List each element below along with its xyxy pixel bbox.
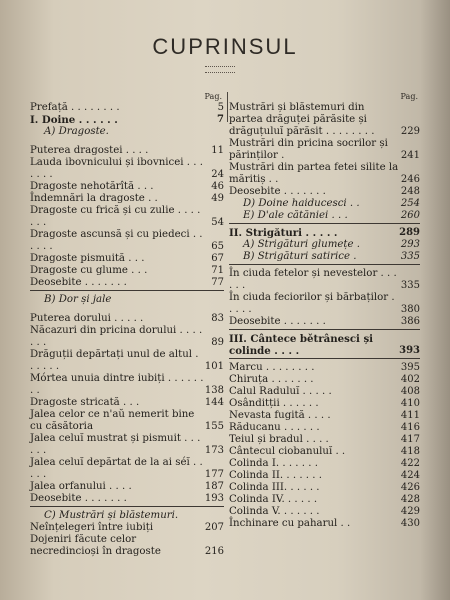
toc-entry-page: 424 [400,470,420,481]
toc-entry-title: D) Doine haiducesci . . [243,198,360,209]
toc-entry [30,409,224,433]
toc-entry-page: 408 [400,386,420,397]
toc-entry-title: Prefață . . . . . . . . [30,102,120,113]
toc-entry [30,294,224,306]
toc-entry-page: 248 [400,186,420,197]
page-column-label: Pag. [400,92,418,101]
toc-entry-page: 83 [211,313,224,324]
toc-entry-page: 430 [400,518,420,529]
toc-entry-title: Chiruța . . . . . . . [229,374,314,385]
toc-entry-page: 49 [211,193,224,204]
toc-entry-title: B) Strigături satirice . [243,251,357,262]
toc-entry-title: Mórtea unuia dintre iubiți . . . . . . . . [30,373,204,396]
toc-entry-title: Jalea celuĭ mustrat și pismuit . . . . . . [30,433,201,456]
toc-entry [229,410,420,422]
toc-entry [229,458,420,470]
toc-entry-title: Jalea celor ce n'aŭ nemerit bine cu căsătoria [30,409,195,432]
toc-entry-page: 246 [400,174,420,185]
toc-entry-page: 410 [400,398,420,409]
toc-entry-title: Deosebite . . . . . . . [229,316,326,327]
toc-entry [30,253,224,265]
toc-entry [30,265,224,277]
toc-entry-page: 101 [204,361,224,372]
toc-entry-page: 5 [217,102,224,113]
toc-entry-title: Jalea orfanului . . . . [30,481,132,492]
section-divider [229,264,420,265]
toc-entry-title: Colinda V. . . . . . . [229,506,320,517]
toc-entry-title: Neînțelegeri între iubiți [30,522,154,533]
toc-entry-title: Năcazuri din pricina dorului . . . . . . . [30,325,203,348]
toc-entry-title: Osânditții . . . . . . [229,398,319,409]
toc-entry-page: 335 [400,280,420,291]
toc-entry-page: 402 [400,374,420,385]
toc-entry-page: 393 [399,345,420,356]
toc-entry-title: I. Doine . . . . . . [30,114,118,126]
toc-entry [30,534,224,558]
toc-entry [229,251,420,263]
toc-entry-page: 416 [400,422,420,433]
toc-entry-page: 395 [400,362,420,373]
toc-entry [229,162,420,186]
toc-entry [229,210,420,222]
toc-entry-page: 207 [204,522,224,533]
toc-entry-title: Deosebite . . . . . . . [30,277,127,288]
toc-entry [30,325,224,349]
toc-entry-page: 254 [400,198,420,209]
toc-entry-title: Dragoste pismuită . . . [30,253,145,264]
toc-entry-page: 411 [400,410,420,421]
toc-entry-page: 46 [211,181,224,192]
toc-entry-title: Colinda III. . . . . . [229,482,320,493]
toc-entry-title: Dragoste ascunsă și cu piedeci . . . . . . [30,229,203,252]
toc-entry-title: Dojeniri făcute celor necredincioși în dragoste [30,534,161,557]
toc-entry-page: 216 [204,546,224,557]
section-divider [229,329,420,330]
toc-entry [30,205,224,229]
toc-entry [229,198,420,210]
toc-entry-page: 386 [400,316,420,327]
toc-entry [30,145,224,157]
toc-entry-title: Dragoste cu glume . . . [30,265,148,276]
toc-entry-title: A) Strigături glumețe . [243,239,361,250]
toc-entry-page: 24 [211,169,224,180]
toc-entry [229,239,420,251]
toc-entry-page: 144 [204,397,224,408]
toc-entry [229,138,420,162]
toc-entry [30,114,224,126]
toc-entry [30,102,224,114]
title-ornament [205,66,235,73]
toc-entry-title: Deosebite . . . . . . . [229,186,326,197]
toc-entry-title: Teiul și bradul . . . . [229,434,329,445]
toc-entry [30,229,224,253]
toc-entry [30,522,224,534]
toc-entry-title: III. Cântece bětrânesci și colinde . . . . [229,333,374,357]
section-divider [30,290,224,291]
toc-entry-title: Colinda II. . . . . . . [229,470,322,481]
toc-entry-page: 187 [204,481,224,492]
spacer [30,138,224,145]
toc-entry [229,316,420,328]
toc-entry-page: 418 [400,446,420,457]
toc-entry-page: 71 [211,265,224,276]
toc-entry-title: E) D'ale cătăniei . . . [243,210,348,221]
page-column-label: Pag. [204,92,222,101]
section-divider [229,223,420,224]
toc-entry [229,434,420,446]
toc-entry-title: Dragoste stricată . . . [30,397,140,408]
toc-entry-page: 54 [211,217,224,228]
toc-entry [229,333,420,357]
toc-entry [229,518,420,530]
toc-entry [229,186,420,198]
section-divider [229,358,420,359]
spacer [30,306,224,313]
toc-entry-page: 426 [400,482,420,493]
toc-entry-page: 67 [211,253,224,264]
toc-entry [229,227,420,239]
toc-entry-title: Mustrări și blăstemuri din partea drăguței părăsite și drăguțuluĭ părăsit . . . . . . . . [229,102,375,137]
toc-entry-page: 380 [400,304,420,315]
toc-entry-title: Marcu . . . . . . . . [229,362,315,373]
toc-entry-title: Răducanu . . . . . . [229,422,320,433]
toc-entry-title: Calul Raduluĭ . . . . . [229,386,332,397]
toc-entry-page: 173 [204,445,224,456]
toc-entry-title: Jalea celuĭ depărtat de la ai séĭ . . . . . [30,457,203,480]
toc-entry-page: 260 [400,210,420,221]
toc-entry-page: 229 [400,126,420,137]
toc-entry-page: 7 [217,114,224,125]
toc-entry [229,292,420,316]
toc-entry-page: 155 [204,421,224,432]
toc-entry-title: Puterea dragostei . . . . [30,145,149,156]
toc-entry-page: 241 [400,150,420,161]
toc-entry [229,422,420,434]
toc-entry-page: 428 [400,494,420,505]
toc-entry-page: 293 [400,239,420,250]
toc-entry [229,482,420,494]
toc-entry [229,446,420,458]
toc-entry [229,102,420,138]
toc-entry-page: 77 [211,277,224,288]
toc-entry [30,349,224,373]
toc-entry-title: Deosebite . . . . . . . [30,493,127,504]
toc-list-left [30,102,224,558]
toc-entry-title: Dragoste nehotărîtă . . . [30,181,154,192]
toc-entry [229,374,420,386]
toc-entry-title: Puterea dorului . . . . . [30,313,144,324]
toc-entry [229,470,420,482]
toc-entry-title: Cântecul ciobanuluĭ . . [229,446,346,457]
toc-entry-title: B) Dor și jale [44,294,112,305]
toc-entry-title: C) Mustrări și blăstemuri. [44,510,179,521]
toc-entry [229,268,420,292]
page-title: CUPRINSUL [152,34,298,59]
toc-entry-page: 422 [400,458,420,469]
toc-entry [30,373,224,397]
toc-list-right [229,102,420,530]
toc-entry-title: Dragoste cu frică și cu zulie . . . . . . . [30,205,201,228]
toc-entry-page: 429 [400,506,420,517]
toc-entry [30,313,224,325]
toc-entry [30,181,224,193]
toc-entry-title: Colinda I. . . . . . . [229,458,318,469]
toc-entry [30,397,224,409]
toc-entry [30,433,224,457]
toc-entry [229,398,420,410]
toc-entry [229,362,420,374]
toc-entry-title: Închinare cu paharul . . [229,518,351,529]
toc-entry-page: 289 [399,227,420,238]
toc-entry [30,457,224,481]
toc-entry [30,277,224,289]
toc-entry-page: 138 [204,385,224,396]
toc-entry [30,126,224,138]
toc-entry-title: Nevasta fugită . . . . [229,410,331,421]
binding-shadow [420,0,450,600]
toc-entry-page: 177 [204,469,224,480]
toc-entry [30,193,224,205]
toc-entry-title: A) Dragoste. [44,126,109,137]
toc-entry-title: În ciuda fetelor și nevestelor . . . . . . [229,268,397,291]
toc-entry-title: Mustrări din partea fetei silite la măritiș . . [229,162,399,185]
toc-entry [30,157,224,181]
toc-entry-page: 11 [211,145,224,156]
toc-entry [229,494,420,506]
toc-entry-page: 65 [211,241,224,252]
toc-entry-page: 89 [211,337,224,348]
toc-entry-title: II. Strigături . . . . . [229,227,338,239]
toc-entry-title: Colinda IV. . . . . . [229,494,318,505]
toc-entry-title: În ciuda feciorilor și bărbaților . . . . . [229,292,395,315]
toc-entry-title: Lauda ibovnicului și ibovnicei . . . . . . . [30,157,203,180]
toc-entry-title: Îndemnări la dragoste . . [30,193,158,204]
toc-entry-page: 193 [204,493,224,504]
toc-entry-title: Mustrări din pricina socrilor și părinților . [229,138,388,161]
toc-entry-page: 417 [400,434,420,445]
toc-entry [30,493,224,505]
toc-entry-title: Drăguții depărtați unul de altul . . . . . . [30,349,199,372]
section-divider [30,506,224,507]
toc-entry [229,506,420,518]
toc-entry [229,386,420,398]
toc-entry-page: 335 [400,251,420,262]
toc-entry [30,481,224,493]
toc-entry [30,510,224,522]
